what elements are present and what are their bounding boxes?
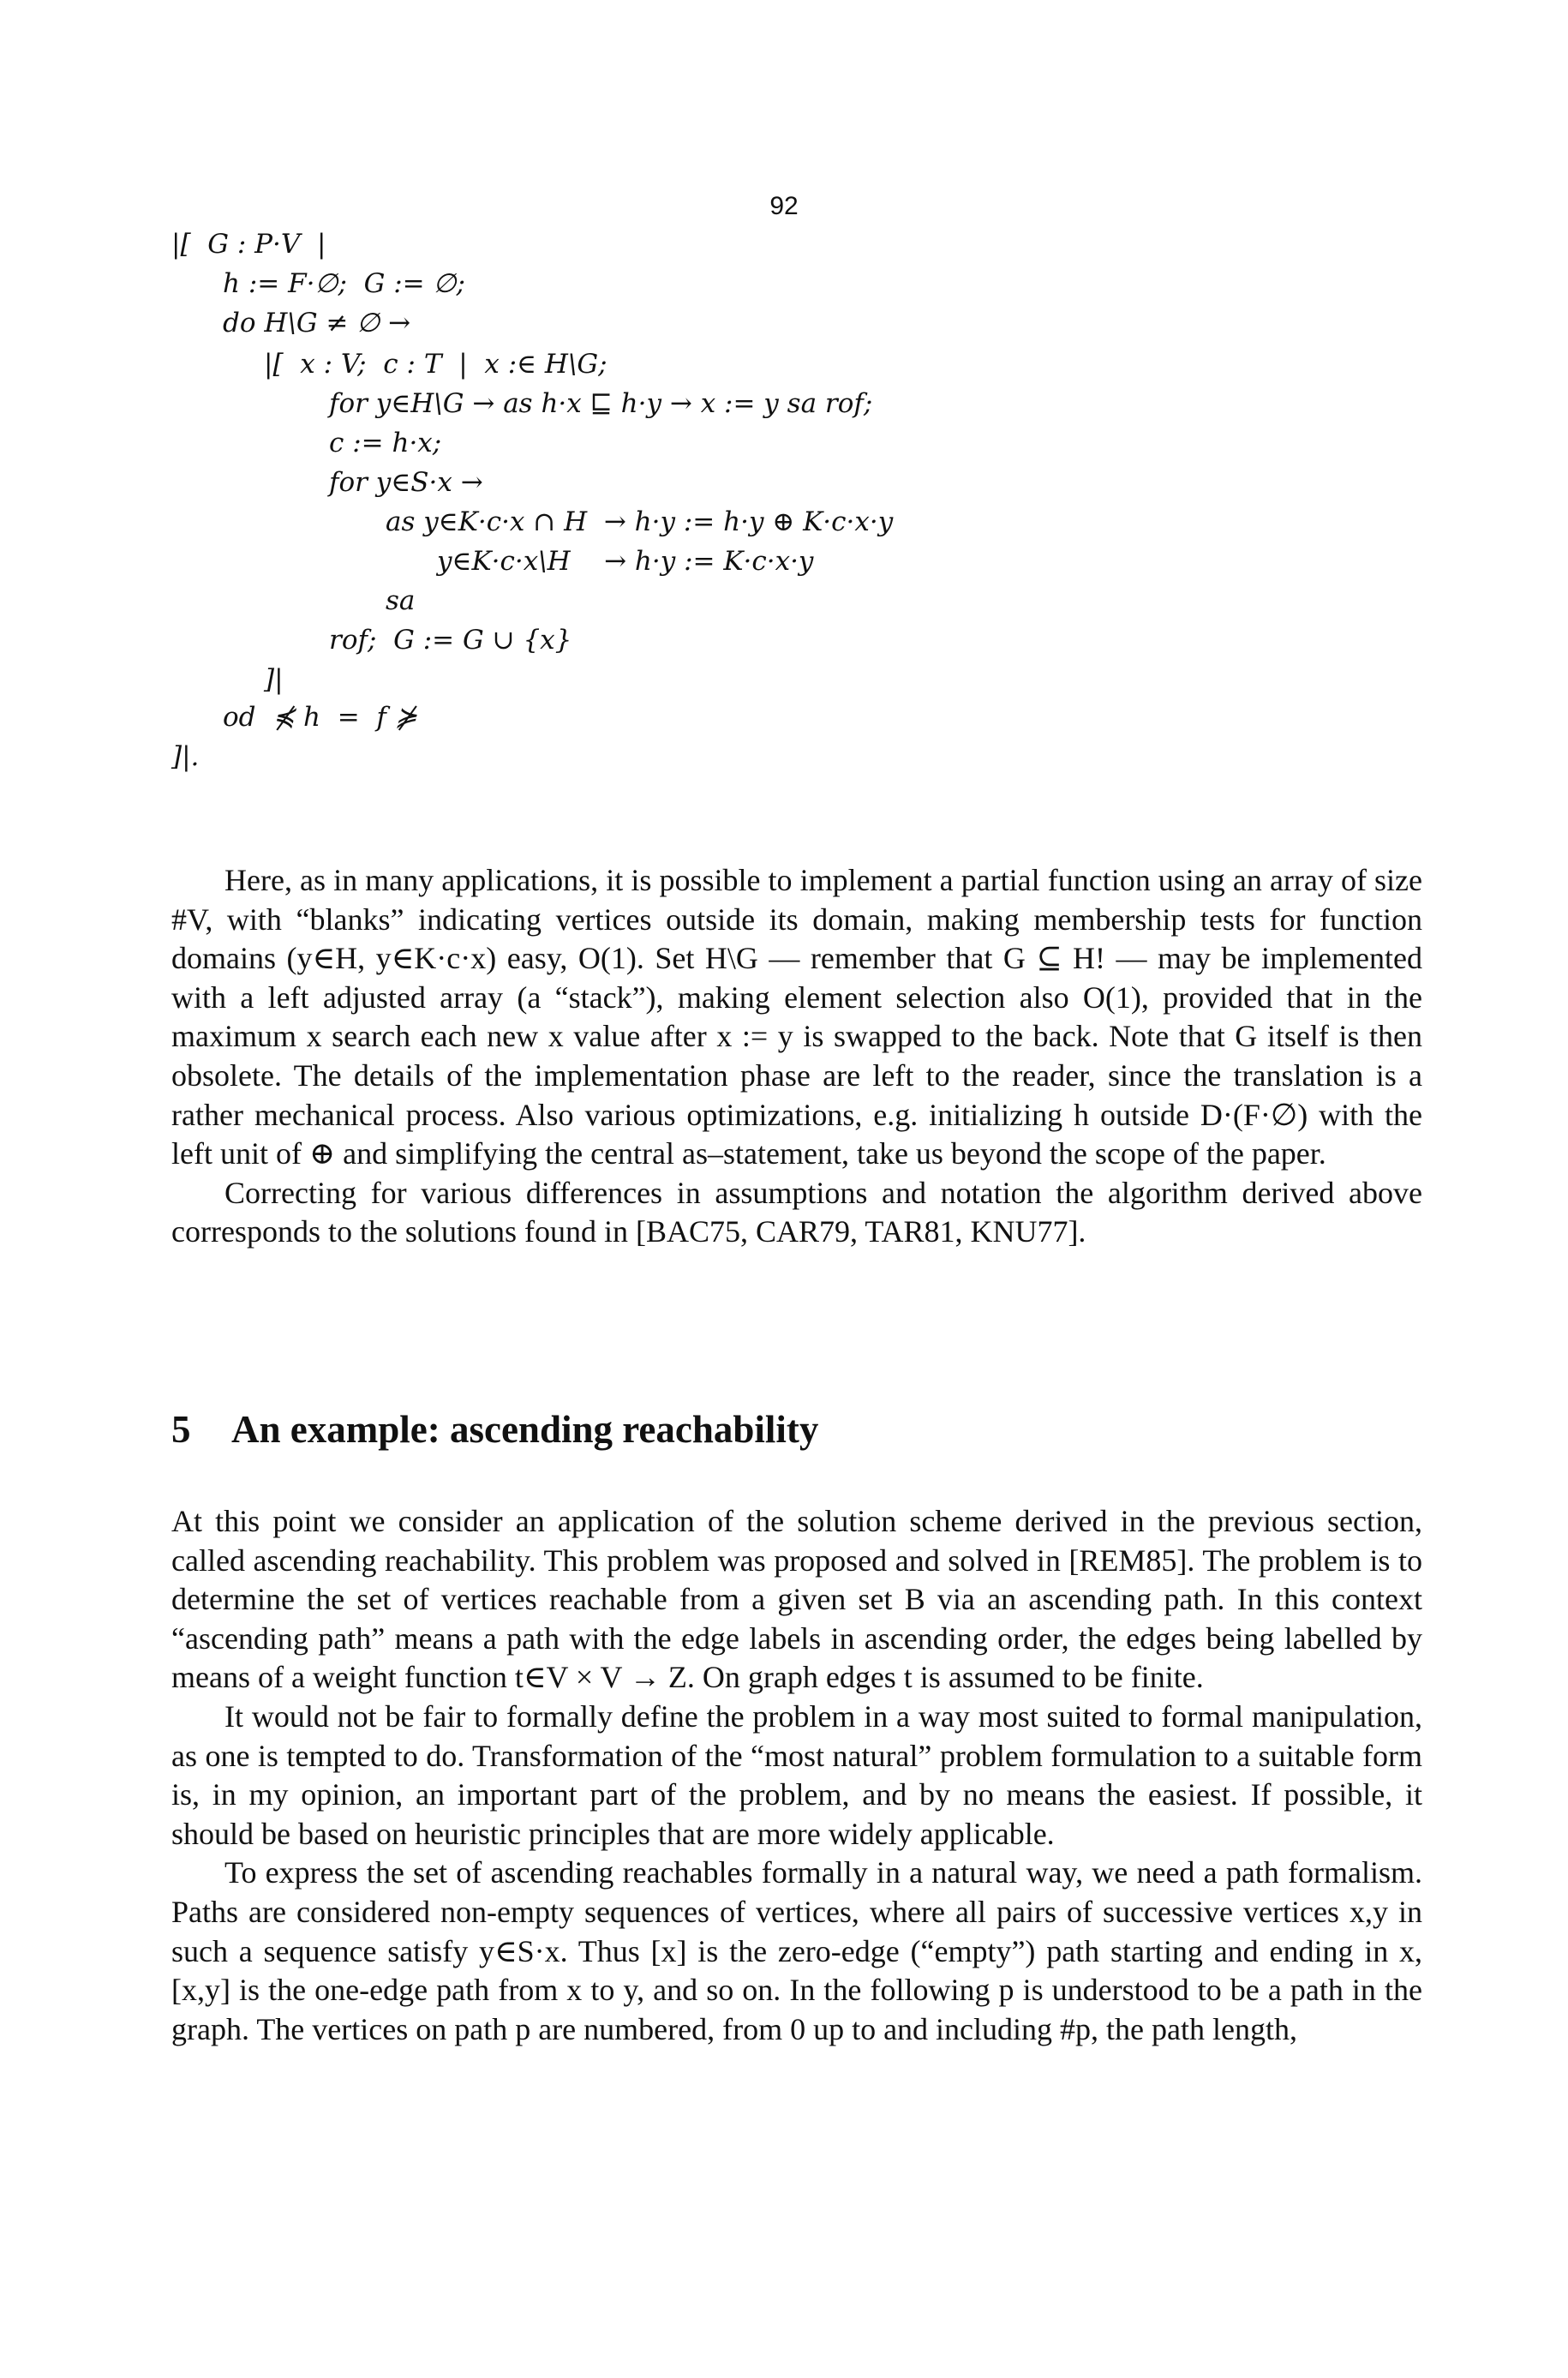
algorithm-line: |[ x : V; c : T | x :∈ H\G; [264, 349, 607, 380]
section-title: An example: ascending reachability [231, 1408, 819, 1451]
algorithm-line: ]| [264, 664, 284, 695]
page-number: 92 [769, 192, 799, 220]
algorithm-listing [171, 225, 1439, 842]
algorithm-line: ]|. [171, 741, 200, 772]
paragraph: It would not be fair to formally define the problem in a way most suited to formal manipulation, as one is tempted to do. Transformation of the “most natural” problem formulation to a suitable form is, in my opinion, an important part of the problem, and by no means the easiest. If possible, it should be based on heuristic principles that are more widely applicable. [171, 1698, 1422, 1851]
algorithm-line: for y∈H\G → as h·x ⊑ h·y → x := y sa rof; [329, 388, 873, 419]
algorithm-line: y∈K·c·x\H → h·y := K·c·x·y [437, 546, 814, 577]
paragraph: At this point we consider an application of the solution scheme derived in the previous section, called ascending reachability. This problem was proposed and solved in [REM85]. The problem is to determine the set of vertices reachable from a given set B via an ascending path. In this context “ascending path” means a path with the edge labels in ascending order, the edges being labelled by means of a weight function t∈V × V → Z. On graph edges t is assumed to be finite. [171, 1504, 1422, 1695]
discussion-text [171, 861, 1422, 1252]
paragraph: Correcting for various differences in assumptions and notation the algorithm derived above corresponds to the solutions found in [BAC75, CAR79, TAR81, KNU77]. [171, 1175, 1422, 1249]
section-body [171, 1502, 1422, 2049]
paragraph: Here, as in many applications, it is possible to implement a partial function using an array of size #V, with “blanks” indicating vertices outside its domain, making membership tests for function domains (y∈H, y∈K·c·x) easy, O(1). Set H\G — remember that G ⊆ H! — may be implemented with a left adjusted array (a “stack”), making element selection also O(1), provided that in the maximum x search each new x value after x := y is swapped to the back. Note that G itself is then obsolete. The details of the implementation phase are left to the reader, since the translation is a rather mechanical process. Also various optimizations, e.g. initializing h outside D·(F·∅) with the left unit of ⊕ and simplifying the central as–statement, take us beyond the scope of the paper. [171, 863, 1422, 1171]
algorithm-line: c := h·x; [329, 428, 442, 458]
algorithm-line: |[ G : P·V | [171, 229, 326, 260]
paragraph: To express the set of ascending reachables formally in a natural way, we need a path formalism. Paths are considered non-empty sequences of vertices, where all pairs of successive vertices x,y in such a sequence satisfy y∈S·x. Thus [x] is the zero-edge (“empty”) path starting and ending in x, [x,y] is the one-edge path from x to y, and so on. In the following p is understood to be a path in the graph. The vertices on path p are numbered, from 0 up to and including #p, the path length, [171, 1855, 1422, 2046]
algorithm-line: od ⋠ h = f ⋡ [223, 702, 417, 733]
algorithm-line: h := F·∅; G := ∅; [223, 268, 465, 299]
algorithm-line: sa [386, 585, 416, 616]
algorithm-line: as y∈K·c·x ∩ H → h·y := h·y ⊕ K·c·x·y [386, 506, 894, 537]
section-heading [171, 1407, 818, 1452]
algorithm-line: for y∈S·x → [329, 467, 483, 498]
algorithm-line: rof; G := G ∪ {x} [329, 625, 572, 656]
section-number: 5 [171, 1408, 191, 1451]
algorithm-line: do H\G ≠ ∅ → [223, 308, 411, 338]
